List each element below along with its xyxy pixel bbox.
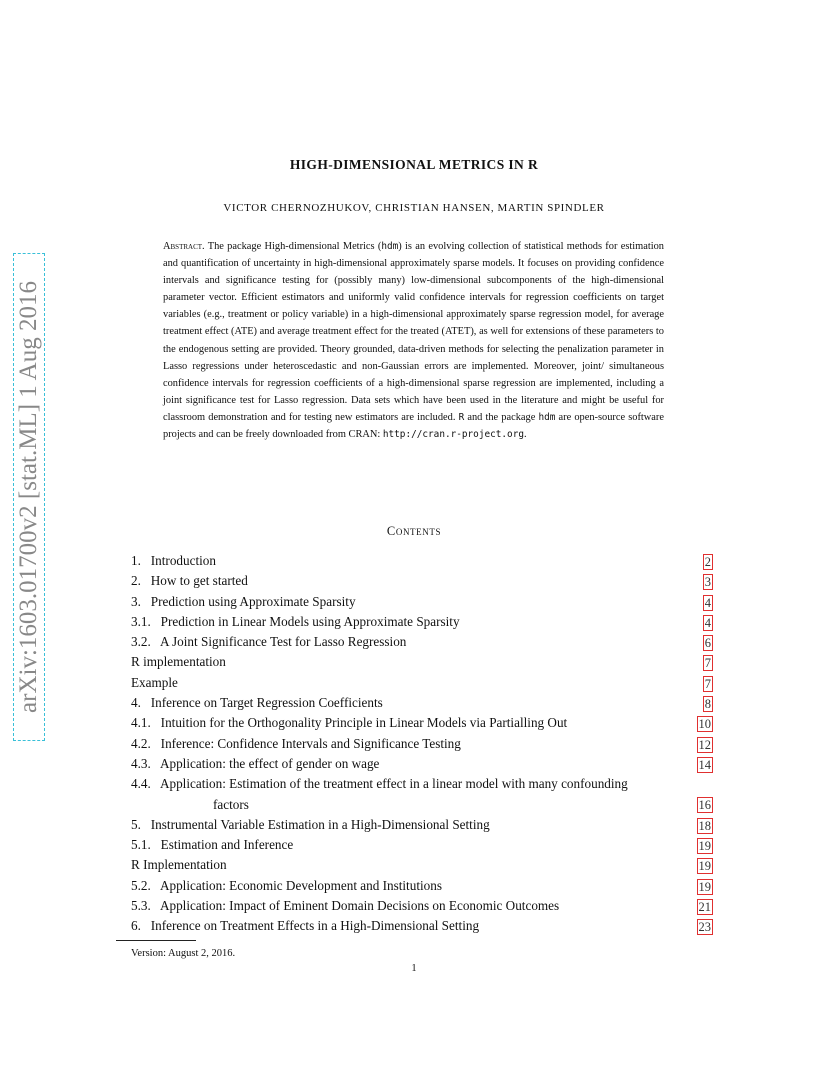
toc-entry[interactable] [131, 592, 715, 612]
toc-page-link[interactable]: 4 [704, 595, 711, 610]
page-number: 1 [411, 963, 417, 974]
toc-page-link[interactable]: 3 [704, 575, 711, 590]
abstract-text: ) is an evolving collection of statistical methods for estimation and quantification of uncertainty in high-dimensional approximately sparse models. It focuses on providing confidence intervals and significance testing for (possibly many) low-dimensional subcomponents of the high-dimensional parameter vector. Efficient estimators and uniformly valid confidence intervals for regression coefficients on target variables (e.g., treatment or policy variable) in a high-dimensional approximately sparse regression model, for average treatment effect (ATE) and average treatment effect for the treated (ATET), as well for extensions of these parameters to the endogenous setting are provided. Theory grounded, data-driven methods for selecting the penalization parameter in Lasso regressions under heteroscedastic and non-Gaussian errors are implemented. Moreover, joint/ simultaneous confidence intervals for regression coefficients of a high-dimensional sparse regression are implemented, including a joint significance test for Lasso regression. Data sets which have been used in the literature and might be useful for classroom demonstration and for testing new estimators are included. [163, 241, 665, 423]
toc-title-continuation: factors [213, 796, 249, 812]
toc-number: 1. [131, 553, 141, 568]
toc-number: 4.1. [131, 715, 151, 731]
toc-entry[interactable] [131, 734, 715, 754]
toc-entry[interactable] [131, 693, 715, 713]
toc-title: Inference on Treatment Effects in a High-Dimensional Setting [150, 918, 480, 934]
toc-page-link[interactable]: 6 [704, 636, 711, 651]
abstract-text: are open-source software projects and can be freely downloaded from CRAN: [163, 411, 664, 441]
toc-number: 4.2. [131, 735, 151, 751]
toc-entry[interactable] [131, 916, 715, 936]
toc-title: Intuition for the Orthogonality Principle in Linear Models via Partialling Out [160, 715, 568, 731]
footnote-rule [116, 940, 196, 941]
toc-entry[interactable] [131, 876, 715, 896]
toc-page-link[interactable]: 14 [698, 757, 711, 772]
arxiv-identifier[interactable]: arXiv:1603.01700v2 [stat.ML] 1 Aug 2016 [14, 254, 44, 740]
toc-number: 5.2. [131, 877, 151, 893]
toc-number: 5. [131, 816, 141, 832]
toc-entry[interactable] [131, 652, 715, 672]
toc-number: 3. [131, 593, 141, 609]
toc-number: 3.2. [131, 634, 151, 650]
abstract-lead: Abstract. [163, 241, 205, 252]
toc-number: 3.1. [131, 613, 151, 629]
abstract-text: and the package [464, 411, 539, 423]
authors: VICTOR CHERNOZHUKOV, CHRISTIAN HANSEN, MARTIN SPINDLER [223, 202, 605, 214]
toc-number: 4.4. [131, 776, 151, 792]
toc-page-link[interactable]: 23 [698, 920, 711, 935]
toc-title: Application: Impact of Eminent Domain Decisions on Economic Outcomes [159, 898, 560, 914]
toc-page-link[interactable]: 21 [698, 900, 711, 915]
toc-entry[interactable] [131, 551, 715, 571]
abstract-text: The package High-dimensional Metrics ( [204, 241, 382, 252]
toc-entry[interactable] [131, 612, 715, 632]
toc-page-link[interactable]: 19 [698, 859, 711, 874]
toc-page-link[interactable]: 8 [704, 697, 711, 712]
toc-page-link[interactable]: 10 [698, 717, 711, 732]
arxiv-stamp [14, 254, 44, 740]
toc-page-link[interactable]: 12 [698, 737, 711, 752]
toc-number: 4.3. [131, 755, 151, 771]
toc-title: Prediction using Approximate Sparsity [150, 593, 356, 609]
abstract-code: hdm [538, 411, 556, 423]
toc-title: Introduction [150, 553, 216, 568]
toc-entry[interactable] [131, 713, 715, 733]
toc-title: Application: Economic Development and Institutions [159, 877, 442, 893]
toc-page-link[interactable]: 7 [704, 676, 711, 691]
toc-entry[interactable] [131, 896, 715, 916]
toc-title: Instrumental Variable Estimation in a High-Dimensional Setting [150, 816, 490, 832]
contents-heading: Contents [386, 524, 442, 538]
toc-title: Example [131, 674, 178, 690]
toc-page-link[interactable]: 16 [698, 798, 711, 813]
toc-title: R Implementation [131, 857, 227, 873]
toc-page-link[interactable]: 18 [698, 818, 711, 833]
abstract [163, 238, 664, 443]
abstract-code: R [458, 411, 465, 423]
toc-title: Estimation and Inference [160, 837, 294, 853]
toc-number: 6. [131, 918, 141, 934]
toc-title: A Joint Significance Test for Lasso Regression [159, 634, 407, 650]
toc-page-link[interactable]: 19 [698, 879, 711, 894]
toc-entry[interactable] [131, 632, 715, 652]
toc-title: Application: the effect of gender on wage [159, 755, 380, 771]
toc-page-link[interactable]: 4 [704, 615, 711, 630]
toc-number: 5.1. [131, 837, 151, 853]
toc-title: Prediction in Linear Models using Approximate Sparsity [160, 613, 460, 629]
cran-url: http://cran.r-project.org [382, 429, 524, 441]
toc-entry[interactable] [131, 673, 715, 693]
toc-page-link[interactable]: 2 [704, 555, 711, 569]
table-of-contents [131, 551, 715, 937]
toc-title: Inference on Target Regression Coefficients [150, 695, 383, 711]
toc-number: 4. [131, 695, 141, 711]
toc-entry[interactable] [131, 754, 715, 774]
toc-page-link[interactable]: 19 [698, 839, 711, 854]
footnote: Version: August 2, 2016. [131, 948, 236, 959]
abstract-code: hdm [381, 241, 399, 252]
toc-page-link[interactable]: 7 [704, 656, 711, 671]
toc-entry[interactable] [131, 774, 715, 815]
toc-entry[interactable] [131, 855, 715, 875]
toc-number: 5.3. [131, 898, 151, 914]
toc-entry[interactable] [131, 571, 715, 591]
toc-title: R implementation [131, 654, 226, 670]
toc-title: How to get started [150, 573, 248, 589]
toc-title: Application: Estimation of the treatment effect in a linear model with many confounding [159, 776, 628, 792]
abstract-text: . [523, 429, 527, 441]
toc-title: Inference: Confidence Intervals and Significance Testing [160, 735, 461, 751]
toc-entry[interactable] [131, 815, 715, 835]
toc-number: 2. [131, 573, 141, 589]
toc-entry[interactable] [131, 835, 715, 855]
paper-title: HIGH-DIMENSIONAL METRICS IN R [289, 157, 539, 172]
